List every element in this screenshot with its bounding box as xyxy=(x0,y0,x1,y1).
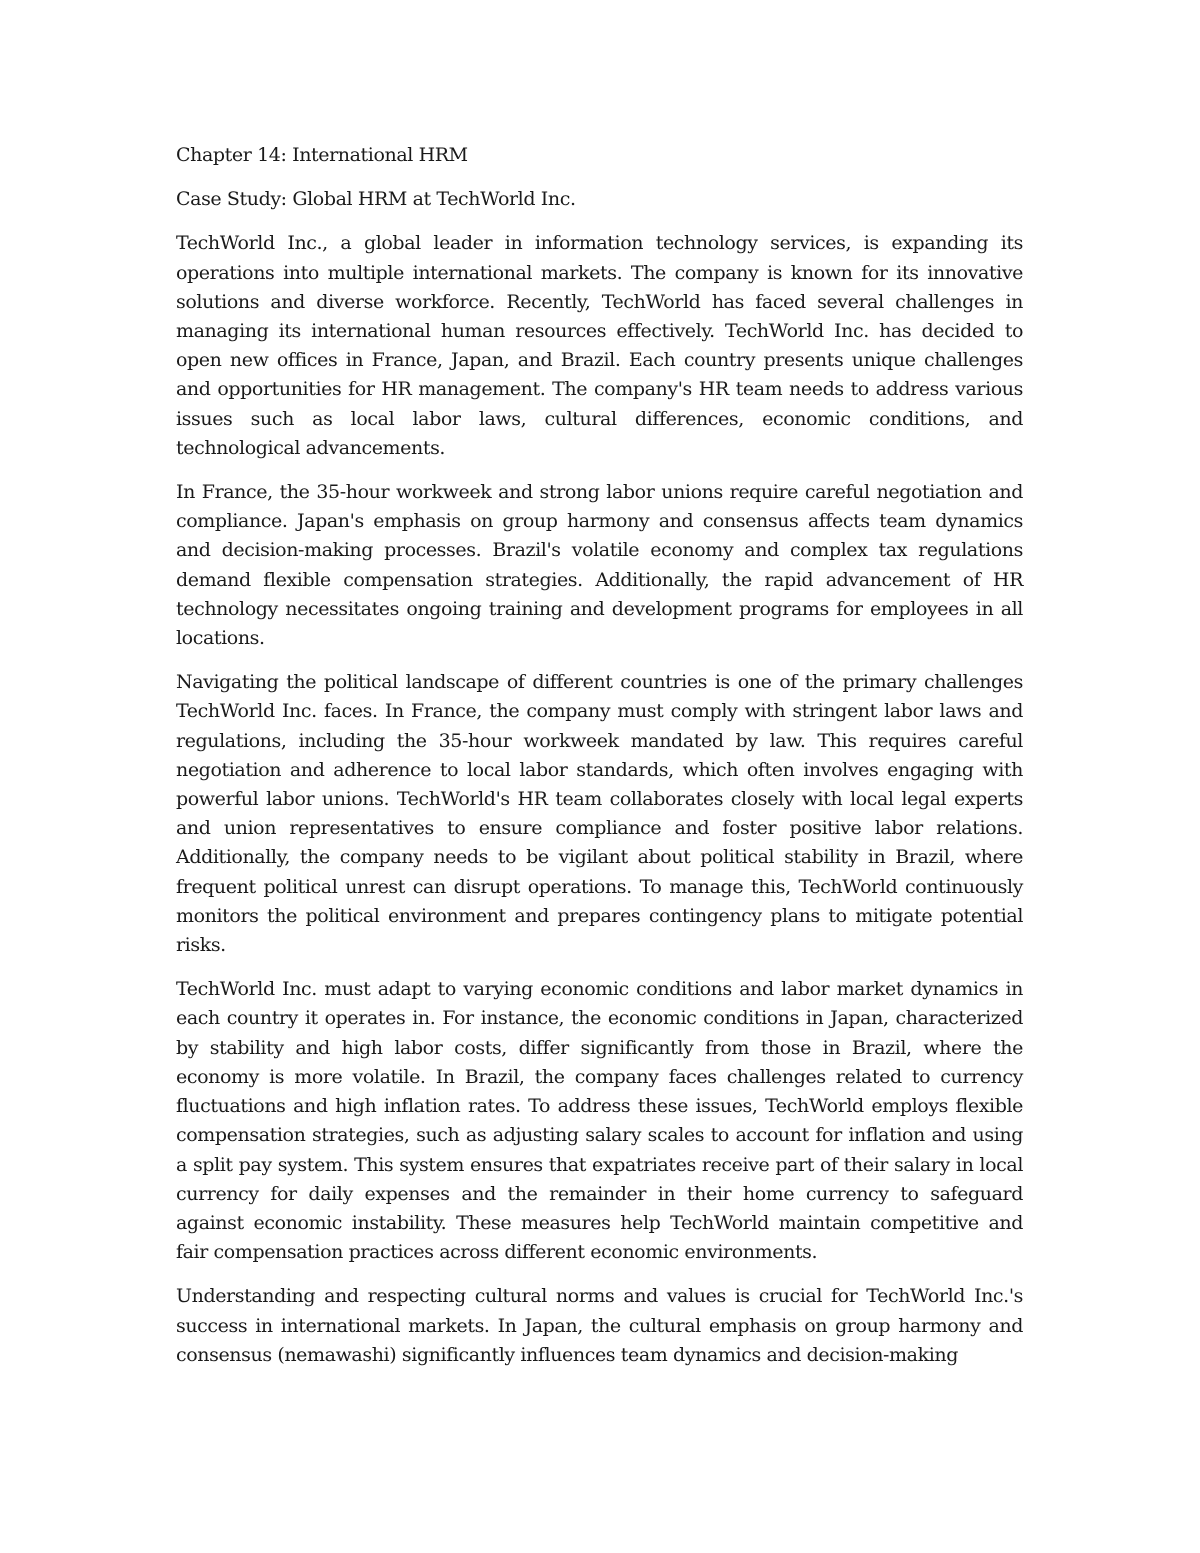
paragraph-intro: TechWorld Inc., a global leader in information technology services, is expanding its operations into multiple international markets. The company is known for its innovative solutions and diverse workforce. Recently, TechWorld has faced several challenges in managing its international human resources effectively. TechWorld Inc. has decided to open new offices in France, Japan, and Brazil. Each country presents unique challenges and opportunities for HR management. The company's HR team needs to address various issues such as local labor laws, cultural differences, economic conditions, and technological advancements. xyxy=(176,232,1023,459)
paragraph-cultural-norms: Understanding and respecting cultural norms and values is crucial for TechWorld Inc.'s success in international markets. In Japan, the cultural emphasis on group harmony and consensus (nemawashi) significantly influences team dynamics and decision-making xyxy=(176,1285,1023,1366)
document-page xyxy=(176,141,1023,1370)
chapter-title: Chapter 14: International HRM xyxy=(176,144,468,166)
paragraph-political-landscape: Navigating the political landscape of different countries is one of the primary challenges TechWorld Inc. faces. In France, the company must comply with stringent labor laws and regulations, including the 35-hour workweek mandated by law. This requires careful negotiation and adherence to local labor standards, which often involves engaging with powerful labor unions. TechWorld's HR team collaborates closely with local legal experts and union representatives to ensure compliance and foster positive labor relations. Additionally, the company needs to be vigilant about political stability in Brazil, where frequent political unrest can disrupt operations. To manage this, TechWorld continuously monitors the political environment and prepares contingency plans to mitigate potential risks. xyxy=(176,671,1023,957)
paragraph-economic-conditions: TechWorld Inc. must adapt to varying economic conditions and labor market dynamics in each country it operates in. For instance, the economic conditions in Japan, characterized by stability and high labor costs, differ significantly from those in Brazil, where the economy is more volatile. In Brazil, the company faces challenges related to currency fluctuations and high inflation rates. To address these issues, TechWorld employs flexible compensation strategies, such as adjusting salary scales to account for inflation and using a split pay system. This system ensures that expatriates receive part of their salary in local currency for daily expenses and the remainder in their home currency to safeguard against economic instability. These measures help TechWorld maintain competitive and fair compensation practices across different economic environments. xyxy=(176,978,1023,1264)
case-study-title: Case Study: Global HRM at TechWorld Inc. xyxy=(176,188,576,211)
paragraph-country-challenges: In France, the 35-hour workweek and strong labor unions require careful negotiation and compliance. Japan's emphasis on group harmony and consensus affects team dynamics and decision-making processes. Brazil's volatile economy and complex tax regulations demand flexible compensation strategies. Additionally, the rapid advancement of HR technology necessitates ongoing training and development programs for employees in all locations. xyxy=(176,481,1023,650)
